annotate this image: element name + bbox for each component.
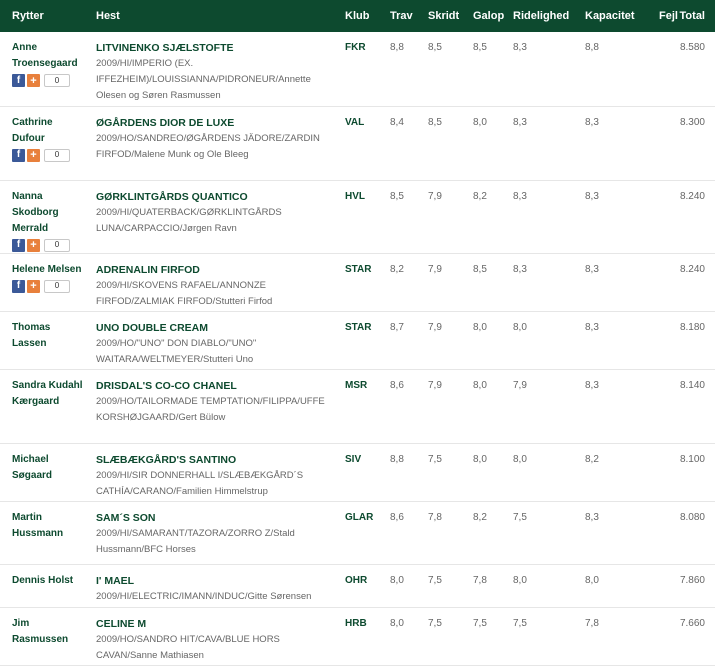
add-share-icon[interactable]: + [27, 149, 40, 162]
horse-description: 2009/HI/IMPERIO (EX. IFFEZHEIM)/LOUISSIANNA/PIDRONEUR/Annette Olesen og Søren Rasmussen [96, 58, 311, 101]
rider-name[interactable]: Michael Søgaard [12, 453, 53, 481]
add-share-icon[interactable]: + [27, 280, 40, 293]
rider-cell [0, 501, 84, 564]
skridt-score: 7,9 [416, 253, 461, 311]
col-header-total: Total [679, 10, 705, 22]
kapacitet-score: 8,8 [573, 32, 647, 106]
rider-cell [0, 564, 84, 607]
total-score: 8.140 [677, 369, 715, 443]
rider-cell [0, 32, 84, 106]
add-share-icon[interactable]: + [27, 74, 40, 87]
fejl-score [647, 369, 677, 443]
rider-name[interactable]: Dennis Holst [12, 574, 74, 586]
ridelighed-score: 8,3 [501, 32, 573, 106]
horse-cell [84, 564, 333, 607]
horse-cell [84, 180, 333, 253]
fejl-score [647, 564, 677, 607]
fejl-score [647, 607, 677, 665]
trav-score: 8,4 [378, 106, 416, 180]
col-header-trav: Trav [390, 10, 413, 22]
facebook-icon[interactable]: f [12, 149, 25, 162]
kapacitet-score: 8,3 [573, 501, 647, 564]
col-header-kapacitet: Kapacitet [585, 10, 635, 22]
fejl-score [647, 253, 677, 311]
skridt-score: 7,9 [416, 369, 461, 443]
skridt-score: 7,5 [416, 564, 461, 607]
share-buttons [12, 149, 83, 162]
trav-score: 8,7 [378, 311, 416, 369]
club-cell[interactable]: HVL [333, 180, 378, 253]
table-body [0, 32, 715, 665]
col-header-club: Klub [345, 10, 370, 22]
col-header-galop: Galop [473, 10, 505, 22]
trav-score: 8,8 [378, 443, 416, 501]
horse-description: 2009/HI/SAMARANT/TAZORA/ZORRO Z/Stald Hussmann/BFC Horses [96, 527, 295, 555]
trav-score: 8,5 [378, 180, 416, 253]
galop-score: 8,5 [461, 32, 501, 106]
total-score: 8.240 [677, 253, 715, 311]
skridt-score: 7,5 [416, 443, 461, 501]
club-cell[interactable]: SIV [333, 443, 378, 501]
horse-name[interactable]: GØRKLINTGÅRDS QUANTICO [96, 190, 248, 203]
ridelighed-score: 7,5 [501, 501, 573, 564]
horse-cell [84, 501, 333, 564]
horse-name[interactable]: CELINE M [96, 617, 147, 630]
rider-name[interactable]: Jim Rasmussen [12, 617, 69, 645]
trav-score: 8,6 [378, 501, 416, 564]
kapacitet-score: 8,3 [573, 369, 647, 443]
club-cell[interactable]: FKR [333, 32, 378, 106]
rider-name[interactable]: Helene Melsen [12, 263, 82, 275]
galop-score: 8,0 [461, 311, 501, 369]
skridt-score: 7,8 [416, 501, 461, 564]
horse-description: 2009/HI/ELECTRIC/IMANN/INDUC/Gitte Sørensen [96, 590, 312, 602]
ridelighed-score: 8,0 [501, 564, 573, 607]
fejl-score [647, 180, 677, 253]
add-share-icon[interactable]: + [27, 239, 40, 252]
col-header-skridt: Skridt [428, 10, 460, 22]
share-count: 0 [44, 280, 70, 293]
galop-score: 8,5 [461, 253, 501, 311]
club-cell[interactable]: MSR [333, 369, 378, 443]
trav-score: 8,0 [378, 607, 416, 665]
skridt-score: 8,5 [416, 32, 461, 106]
ridelighed-score: 7,5 [501, 607, 573, 665]
kapacitet-score: 8,3 [573, 253, 647, 311]
share-buttons [12, 280, 83, 293]
share-count: 0 [44, 149, 70, 162]
club-cell[interactable]: VAL [333, 106, 378, 180]
skridt-score: 7,5 [416, 607, 461, 665]
table-row [0, 369, 715, 443]
galop-score: 8,0 [461, 443, 501, 501]
rider-cell [0, 311, 84, 369]
ridelighed-score: 8,0 [501, 311, 573, 369]
col-header-fejl: Fejl [659, 10, 678, 22]
facebook-icon[interactable]: f [12, 74, 25, 87]
horse-description: 2009/HO/SANDREO/ØGÅRDENS JÄDORE/ZARDIN FIRFOD/Malene Munk og Ole Bleeg [96, 132, 320, 160]
fejl-score [647, 311, 677, 369]
table-row [0, 106, 715, 180]
table-row [0, 32, 715, 106]
club-cell[interactable]: STAR [333, 253, 378, 311]
total-score: 7.860 [677, 564, 715, 607]
galop-score: 8,0 [461, 106, 501, 180]
table-row [0, 564, 715, 607]
horse-cell [84, 607, 333, 665]
trav-score: 8,0 [378, 564, 416, 607]
horse-cell [84, 253, 333, 311]
facebook-icon[interactable]: f [12, 239, 25, 252]
facebook-icon[interactable]: f [12, 280, 25, 293]
total-score: 8.180 [677, 311, 715, 369]
trav-score: 8,8 [378, 32, 416, 106]
horse-cell [84, 32, 333, 106]
horse-name[interactable]: SLÆBÆKGÅRD'S SANTINO [96, 453, 237, 466]
horse-name[interactable]: DRISDAL'S CO-CO CHANEL [96, 379, 237, 392]
skridt-score: 7,9 [416, 180, 461, 253]
fejl-score [647, 443, 677, 501]
rider-cell [0, 607, 84, 665]
horse-name[interactable]: SAM´S SON [96, 511, 156, 524]
horse-name[interactable]: ØGÅRDENS DIOR DE LUXE [96, 116, 235, 129]
kapacitet-score: 8,2 [573, 443, 647, 501]
kapacitet-score: 8,3 [573, 106, 647, 180]
rider-cell [0, 106, 84, 180]
rider-name[interactable]: Thomas Lassen [12, 321, 51, 349]
total-score: 8.300 [677, 106, 715, 180]
table-row [0, 253, 715, 311]
share-buttons [12, 74, 83, 87]
horse-description: 2009/HI/SKOVENS RAFAEL/ANNONZE FIRFOD/ZALMIAK FIRFOD/Stutteri Firfod [96, 279, 273, 307]
horse-description: 2009/HI/QUATERBACK/GØRKLINTGÅRDS LUNA/CARPACCIO/Jørgen Ravn [96, 206, 282, 234]
rider-cell [0, 369, 84, 443]
trav-score: 8,2 [378, 253, 416, 311]
rider-cell [0, 180, 84, 253]
horse-cell [84, 311, 333, 369]
galop-score: 8,2 [461, 180, 501, 253]
share-buttons [12, 239, 83, 252]
galop-score: 7,5 [461, 607, 501, 665]
kapacitet-score: 8,3 [573, 311, 647, 369]
kapacitet-score: 8,0 [573, 564, 647, 607]
col-header-rider: Rytter [12, 10, 44, 22]
horse-name[interactable]: ADRENALIN FIRFOD [96, 263, 200, 276]
total-score: 8.080 [677, 501, 715, 564]
ridelighed-score: 7,9 [501, 369, 573, 443]
total-score: 8.240 [677, 180, 715, 253]
ridelighed-score: 8,3 [501, 253, 573, 311]
ridelighed-score: 8,0 [501, 443, 573, 501]
club-cell[interactable]: OHR [333, 564, 378, 607]
share-count: 0 [44, 239, 70, 252]
ridelighed-score: 8,3 [501, 180, 573, 253]
galop-score: 8,0 [461, 369, 501, 443]
skridt-score: 8,5 [416, 106, 461, 180]
skridt-score: 7,9 [416, 311, 461, 369]
club-cell[interactable]: HRB [333, 607, 378, 665]
rider-name[interactable]: Cathrine Dufour [12, 116, 53, 144]
total-score: 7.660 [677, 607, 715, 665]
total-score: 8.100 [677, 443, 715, 501]
horse-description: 2009/HO/"UNO" DON DIABLO/"UNO" WAITARA/WELTMEYER/Stutteri Uno [96, 337, 257, 365]
horse-name[interactable]: UNO DOUBLE CREAM [96, 321, 208, 334]
galop-score: 7,8 [461, 564, 501, 607]
horse-cell [84, 443, 333, 501]
rider-name[interactable]: Anne Troensegaard [12, 42, 78, 69]
table-row [0, 443, 715, 501]
club-cell[interactable]: GLAR [333, 501, 378, 564]
rider-name[interactable]: Nanna Skodborg Merrald [12, 190, 59, 234]
table-row [0, 501, 715, 564]
club-cell[interactable]: STAR [333, 311, 378, 369]
share-count: 0 [44, 74, 70, 87]
horse-description: 2009/HO/TAILORMADE TEMPTATION/FILIPPA/UFFE KORSHØJGAARD/Gert Bülow [96, 395, 325, 423]
galop-score: 8,2 [461, 501, 501, 564]
col-header-horse: Hest [96, 10, 120, 22]
horse-cell [84, 369, 333, 443]
col-header-ridelighed: Ridelighed [513, 10, 570, 22]
table-row [0, 311, 715, 369]
horse-name[interactable]: LITVINENKO SJÆLSTOFTE [96, 42, 234, 54]
fejl-score [647, 501, 677, 564]
horse-name[interactable]: I' MAEL [96, 574, 135, 587]
total-score: 8.580 [677, 32, 715, 106]
rider-name[interactable]: Martin Hussmann [12, 511, 64, 539]
fejl-score [647, 32, 677, 106]
rider-cell [0, 443, 84, 501]
kapacitet-score: 7,8 [573, 607, 647, 665]
table-header-row [0, 0, 715, 32]
horse-cell [84, 106, 333, 180]
trav-score: 8,6 [378, 369, 416, 443]
rider-name[interactable]: Sandra Kudahl Kærgaard [12, 379, 83, 407]
horse-description: 2009/HO/SANDRO HIT/CAVA/BLUE HORS CAVAN/Sanne Mathiasen [96, 633, 280, 661]
table-row [0, 180, 715, 253]
ridelighed-score: 8,3 [501, 106, 573, 180]
fejl-score [647, 106, 677, 180]
horse-description: 2009/HI/SIR DONNERHALL I/SLÆBÆKGÅRD´S CATHÍA/CARANO/Familien Himmelstrup [96, 469, 304, 497]
rider-cell [0, 253, 84, 311]
table-row [0, 607, 715, 665]
kapacitet-score: 8,3 [573, 180, 647, 253]
